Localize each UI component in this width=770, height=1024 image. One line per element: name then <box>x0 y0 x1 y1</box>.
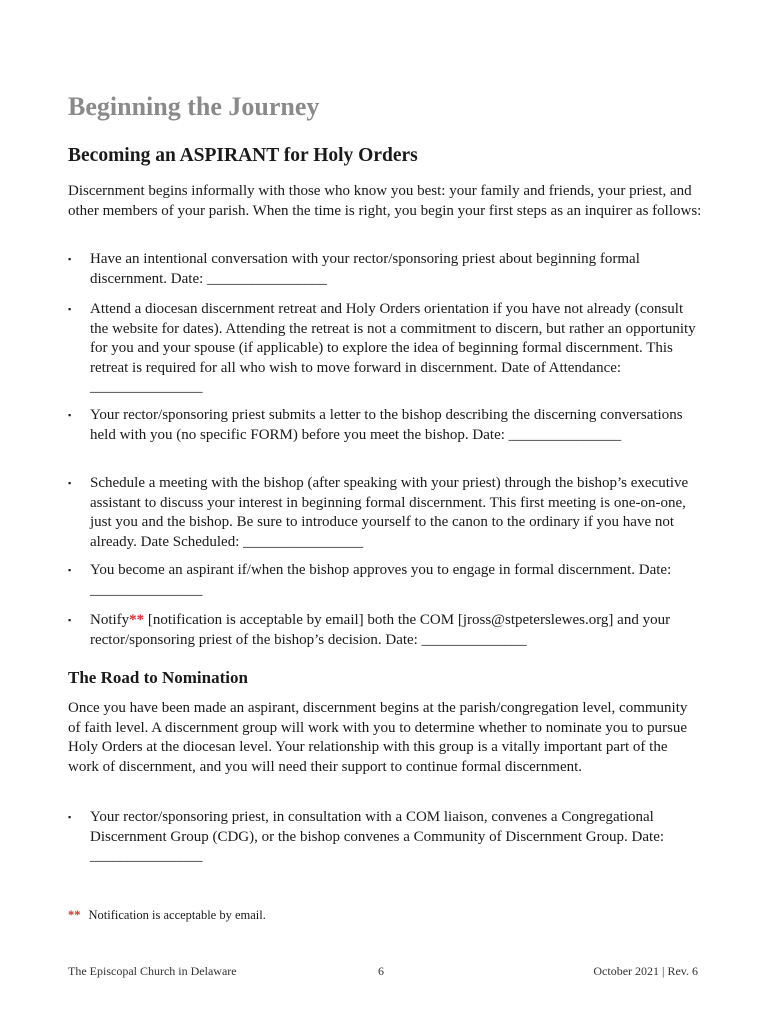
footnote-text: Notification is acceptable by email. <box>88 908 266 922</box>
footer-revision: October 2021 | Rev. 6 <box>593 964 698 978</box>
footnote-marker: ** <box>68 908 81 922</box>
list-item <box>68 808 702 867</box>
list-item-text <box>90 611 702 650</box>
list-item-notify <box>68 611 702 650</box>
bullet-icon: ▪ <box>68 254 72 264</box>
section-heading-aspirant: Becoming an ASPIRANT for Holy Orders <box>68 145 418 166</box>
list-item <box>68 474 702 552</box>
bullet-icon: ▪ <box>68 304 72 314</box>
list-item-text: Attend a diocesan discernment retreat and Holy Orders orientation if you have not already (consult the website for dates). Attending the retreat is not a commitment to discern, but rather an opportunity for you and your spouse (if applicable) to explore the idea of beginning formal discernment. This retreat is required for all who wish to move forward in discernment. Date of Attendance: _______________ <box>90 301 696 395</box>
footnote <box>68 906 266 924</box>
list-item-text: Have an intentional conversation with your rector/sponsoring priest about beginning formal discernment. Date: ________________ <box>90 251 640 287</box>
bullet-icon: ▪ <box>68 478 72 488</box>
list-item <box>68 561 702 600</box>
footnote-marker: ** <box>129 612 145 628</box>
page-title: Beginning the Journey <box>68 92 320 121</box>
list-item <box>68 300 702 398</box>
bullet-icon: ▪ <box>68 812 72 822</box>
section-intro-aspirant: Discernment begins informally with those who know you best: your family and friends, your priest, and other members of your parish. When the time is right, you begin your first steps as an inquirer as follows: <box>68 183 702 219</box>
page-number: 6 <box>378 964 384 978</box>
list-item <box>68 250 702 289</box>
list-item-text: Your rector/sponsoring priest, in consultation with a COM liaison, convenes a Congregational Discernment Group (CDG), or the bishop convenes a Community of Discernment Group. Date: _______________ <box>90 809 665 864</box>
list-item-text: You become an aspirant if/when the bishop approves you to engage in formal discernment. Date: _______________ <box>90 562 672 598</box>
notify-text: [notification is acceptable by email] both the COM [jross@stpeterslewes.org] and your rector/sponsoring priest of the bishop’s decision. Date: ______________ <box>90 612 671 648</box>
notify-prefix: Notify <box>90 612 130 628</box>
bullet-icon: ▪ <box>68 615 72 625</box>
bullet-icon: ▪ <box>68 565 72 575</box>
list-item <box>68 406 702 445</box>
list-item-text: Your rector/sponsoring priest submits a letter to the bishop describing the discerning conversations held with you (no specific FORM) before you meet the bishop. Date: _______________ <box>90 407 683 443</box>
list-item-text: Schedule a meeting with the bishop (after speaking with your priest) through the bishop’s executive assistant to discuss your interest in beginning formal discernment. This first meeting is one-on-one, just you and the bishop. Be sure to introduce yourself to the canon to the ordinary if you have not already. Date Scheduled: ________________ <box>90 475 689 550</box>
bullet-icon: ▪ <box>68 410 72 420</box>
section-heading-nomination: The Road to Nomination <box>68 668 248 687</box>
footer-organization: The Episcopal Church in Delaware <box>68 964 237 978</box>
section-intro-nomination: Once you have been made an aspirant, discernment begins at the parish/congregation level, community of faith level. A discernment group will work with you to determine whether to nominate you to pursue Holy Orders at the diocesan level. Your relationship with this group is a vitally important part of the work of discernment, and you will need their support to continue formal discernment. <box>68 700 688 775</box>
